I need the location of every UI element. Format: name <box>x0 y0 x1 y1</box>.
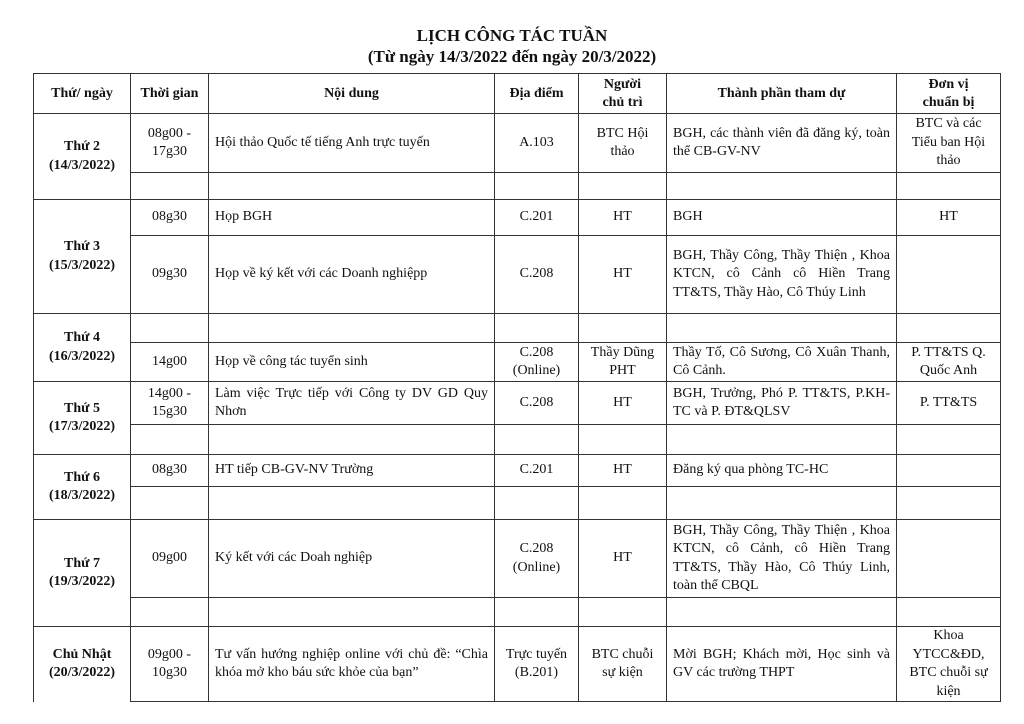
host-cell <box>579 455 667 487</box>
time-cell <box>131 382 209 425</box>
location-cell <box>495 382 579 425</box>
participants-cell <box>667 598 897 627</box>
content-cell <box>209 487 495 520</box>
location-cell <box>495 314 579 343</box>
prep-unit-cell <box>897 487 1001 520</box>
host-cell <box>579 114 667 173</box>
content-cell: Họp về ký kết với các Doanh nghiệpp <box>209 236 495 314</box>
header-host: Người chủ trì <box>579 74 667 114</box>
time-cell <box>131 236 209 314</box>
document-subtitle: (Từ ngày 14/3/2022 đến ngày 20/3/2022) <box>367 47 657 66</box>
prep-unit-cell <box>897 520 1001 598</box>
prep-unit-cell <box>897 455 1001 487</box>
content-cell: Tư vấn hướng nghiệp online với chủ đề: “Chìa khóa mở kho báu sức khỏe của bạn” <box>209 627 495 702</box>
day-date: (19/3/2022) <box>48 574 116 589</box>
content-cell <box>209 425 495 455</box>
day-date: (14/3/2022) <box>48 157 116 173</box>
time-start: 09g30 <box>152 266 187 282</box>
participants-cell <box>667 314 897 343</box>
time-cell <box>131 173 209 200</box>
time-cell <box>131 520 209 598</box>
location-main: C.201 <box>519 462 554 478</box>
prep-unit-cell <box>897 598 1001 627</box>
location-note: (Online) <box>512 363 561 378</box>
day-cell <box>34 314 131 382</box>
table-row <box>34 455 1001 487</box>
day-cell <box>34 200 131 314</box>
participants-cell: Mời BGH; Khách mời, Học sinh và GV các trường THPT <box>667 627 897 702</box>
participants-cell: Đăng ký qua phòng TC-HC <box>667 455 897 487</box>
location-main: C.208 <box>519 266 554 282</box>
host-cell <box>579 598 667 627</box>
host-name: HT <box>613 550 632 566</box>
host-name: HT <box>613 209 632 225</box>
host-cell <box>579 627 667 702</box>
day-cell <box>34 382 131 455</box>
prep-unit-cell: P. TT&TS <box>897 382 1001 425</box>
host-cell <box>579 236 667 314</box>
host-name: BTC chuỗi sự kiện <box>591 646 654 680</box>
day-date: (17/3/2022) <box>48 419 116 434</box>
content-cell: Hội thảo Quốc tế tiếng Anh trực tuyến <box>209 114 495 173</box>
time-cell <box>131 314 209 343</box>
time-end: 15g30 <box>152 404 187 419</box>
host-cell <box>579 343 667 382</box>
day-cell <box>34 455 131 520</box>
time-start: 09g00 - <box>147 646 192 662</box>
document-title: LỊCH CÔNG TÁC TUẦN <box>416 26 608 45</box>
time-start: 08g30 <box>152 209 187 225</box>
host-name: HT <box>613 462 632 478</box>
location-main: C.201 <box>519 209 554 225</box>
location-main: C.208 <box>519 541 554 556</box>
time-end: 17g30 <box>152 144 187 159</box>
host-cell <box>579 382 667 425</box>
time-start: 08g00 - <box>147 125 192 141</box>
location-main: C.208 <box>519 344 554 360</box>
participants-cell <box>667 487 897 520</box>
table-row <box>34 382 1001 425</box>
location-cell <box>495 236 579 314</box>
time-cell <box>131 627 209 702</box>
participants-cell <box>667 173 897 200</box>
host-name: Thầy Dũng <box>590 344 655 360</box>
prep-unit-cell <box>897 314 1001 343</box>
content-cell <box>209 598 495 627</box>
table-row <box>34 173 1001 200</box>
content-cell: Ký kết với các Doah nghiệp <box>209 520 495 598</box>
location-note: (Online) <box>512 559 561 575</box>
content-cell: Họp về công tác tuyển sinh <box>209 343 495 382</box>
prep-unit-cell: Khoa YTCC&ĐD, BTC chuỗi sự kiện <box>897 627 1001 702</box>
location-cell <box>495 114 579 173</box>
location-cell <box>495 455 579 487</box>
participants-cell: BGH, Thầy Công, Thầy Thiện , Khoa KTCN, cô Cảnh, cô Hiền Trang TT&TS, Thầy Hào, Cô Thúy Linh, toàn thể CBQL <box>667 520 897 598</box>
day-date: (16/3/2022) <box>48 348 116 364</box>
host-name: HT <box>613 266 632 282</box>
time-start: 08g30 <box>152 462 187 478</box>
time-cell <box>131 114 209 173</box>
participants-cell <box>667 425 897 455</box>
day-date: (20/3/2022) <box>48 665 116 681</box>
table-row <box>34 314 1001 343</box>
table-row <box>34 425 1001 455</box>
time-start: 14g00 <box>152 353 187 369</box>
host-cell <box>579 425 667 455</box>
day-name: Thứ 4 <box>63 330 101 345</box>
table-row <box>34 627 1001 702</box>
location-cell <box>495 425 579 455</box>
header-location: Địa điểm <box>495 74 579 114</box>
table-row <box>34 200 1001 236</box>
location-cell <box>495 520 579 598</box>
participants-cell: BGH <box>667 200 897 236</box>
day-cell <box>34 114 131 200</box>
day-cell <box>34 627 131 702</box>
host-name: BTC Hội <box>596 125 649 141</box>
location-cell <box>495 173 579 200</box>
location-note: (B.201) <box>514 665 559 680</box>
header-content: Nội dung <box>209 74 495 114</box>
time-cell <box>131 487 209 520</box>
host-title: thảo <box>610 144 635 159</box>
time-start: 09g00 <box>152 550 187 566</box>
location-cell <box>495 343 579 382</box>
host-cell <box>579 520 667 598</box>
header-participants: Thành phần tham dự <box>667 74 897 114</box>
content-cell <box>209 314 495 343</box>
day-date: (15/3/2022) <box>48 257 116 273</box>
host-cell <box>579 173 667 200</box>
prep-unit-cell <box>897 236 1001 314</box>
header-time: Thời gian <box>131 74 209 114</box>
location-cell <box>495 487 579 520</box>
content-cell: Họp BGH <box>209 200 495 236</box>
prep-unit-cell <box>897 425 1001 455</box>
participants-cell: BGH, các thành viên đã đăng ký, toàn thể CB-GV-NV <box>667 114 897 173</box>
prep-unit-cell: P. TT&TS Q. Quốc Anh <box>897 343 1001 382</box>
table-row <box>34 114 1001 173</box>
time-cell <box>131 455 209 487</box>
location-main: C.208 <box>519 394 554 410</box>
host-cell <box>579 200 667 236</box>
header-row <box>34 74 1001 114</box>
prep-unit-cell: HT <box>897 200 1001 236</box>
location-main: A.103 <box>519 134 554 150</box>
time-start: 14g00 - <box>147 385 192 401</box>
table-row <box>34 236 1001 314</box>
table-row <box>34 598 1001 627</box>
day-name: Thứ 2 <box>63 139 101 154</box>
prep-unit-cell: BTC và các Tiểu ban Hội thảo <box>897 114 1001 173</box>
day-name: Chủ Nhật <box>52 646 112 662</box>
host-cell <box>579 487 667 520</box>
content-cell: HT tiếp CB-GV-NV Trường <box>209 455 495 487</box>
host-name: HT <box>613 394 632 410</box>
day-name: Thứ 6 <box>63 469 101 485</box>
content-cell <box>209 173 495 200</box>
time-cell <box>131 598 209 627</box>
time-end: 10g30 <box>152 665 187 680</box>
participants-cell: BGH, Thầy Công, Thầy Thiện , Khoa KTCN, cô Cảnh cô Hiền Trang TT&TS, Thầy Hào, Cô Thúy Linh <box>667 236 897 314</box>
location-cell <box>495 598 579 627</box>
host-title: PHT <box>609 363 636 378</box>
time-cell <box>131 425 209 455</box>
prep-unit-cell <box>897 173 1001 200</box>
day-name: Thứ 3 <box>63 239 101 254</box>
table-row <box>34 520 1001 598</box>
schedule-table <box>33 73 1001 702</box>
header-day: Thứ/ ngày <box>34 74 131 114</box>
content-cell: Làm việc Trực tiếp với Công ty DV GD Quy Nhơn <box>209 382 495 425</box>
day-date: (18/3/2022) <box>48 488 116 503</box>
location-main: Trực tuyến <box>505 646 568 662</box>
host-cell <box>579 314 667 343</box>
location-cell <box>495 627 579 702</box>
participants-cell: BGH, Trưởng, Phó P. TT&TS, P.KH-TC và P. ĐT&QLSV <box>667 382 897 425</box>
participants-cell: Thầy Tố, Cô Sương, Cô Xuân Thanh, Cô Cảnh. <box>667 343 897 382</box>
header-prep-unit: Đơn vị chuẩn bị <box>897 74 1001 114</box>
table-row <box>34 487 1001 520</box>
day-name: Thứ 5 <box>63 400 101 416</box>
day-cell <box>34 520 131 627</box>
table-row <box>34 343 1001 382</box>
location-cell <box>495 200 579 236</box>
time-cell <box>131 200 209 236</box>
day-name: Thứ 7 <box>63 555 101 571</box>
time-cell <box>131 343 209 382</box>
